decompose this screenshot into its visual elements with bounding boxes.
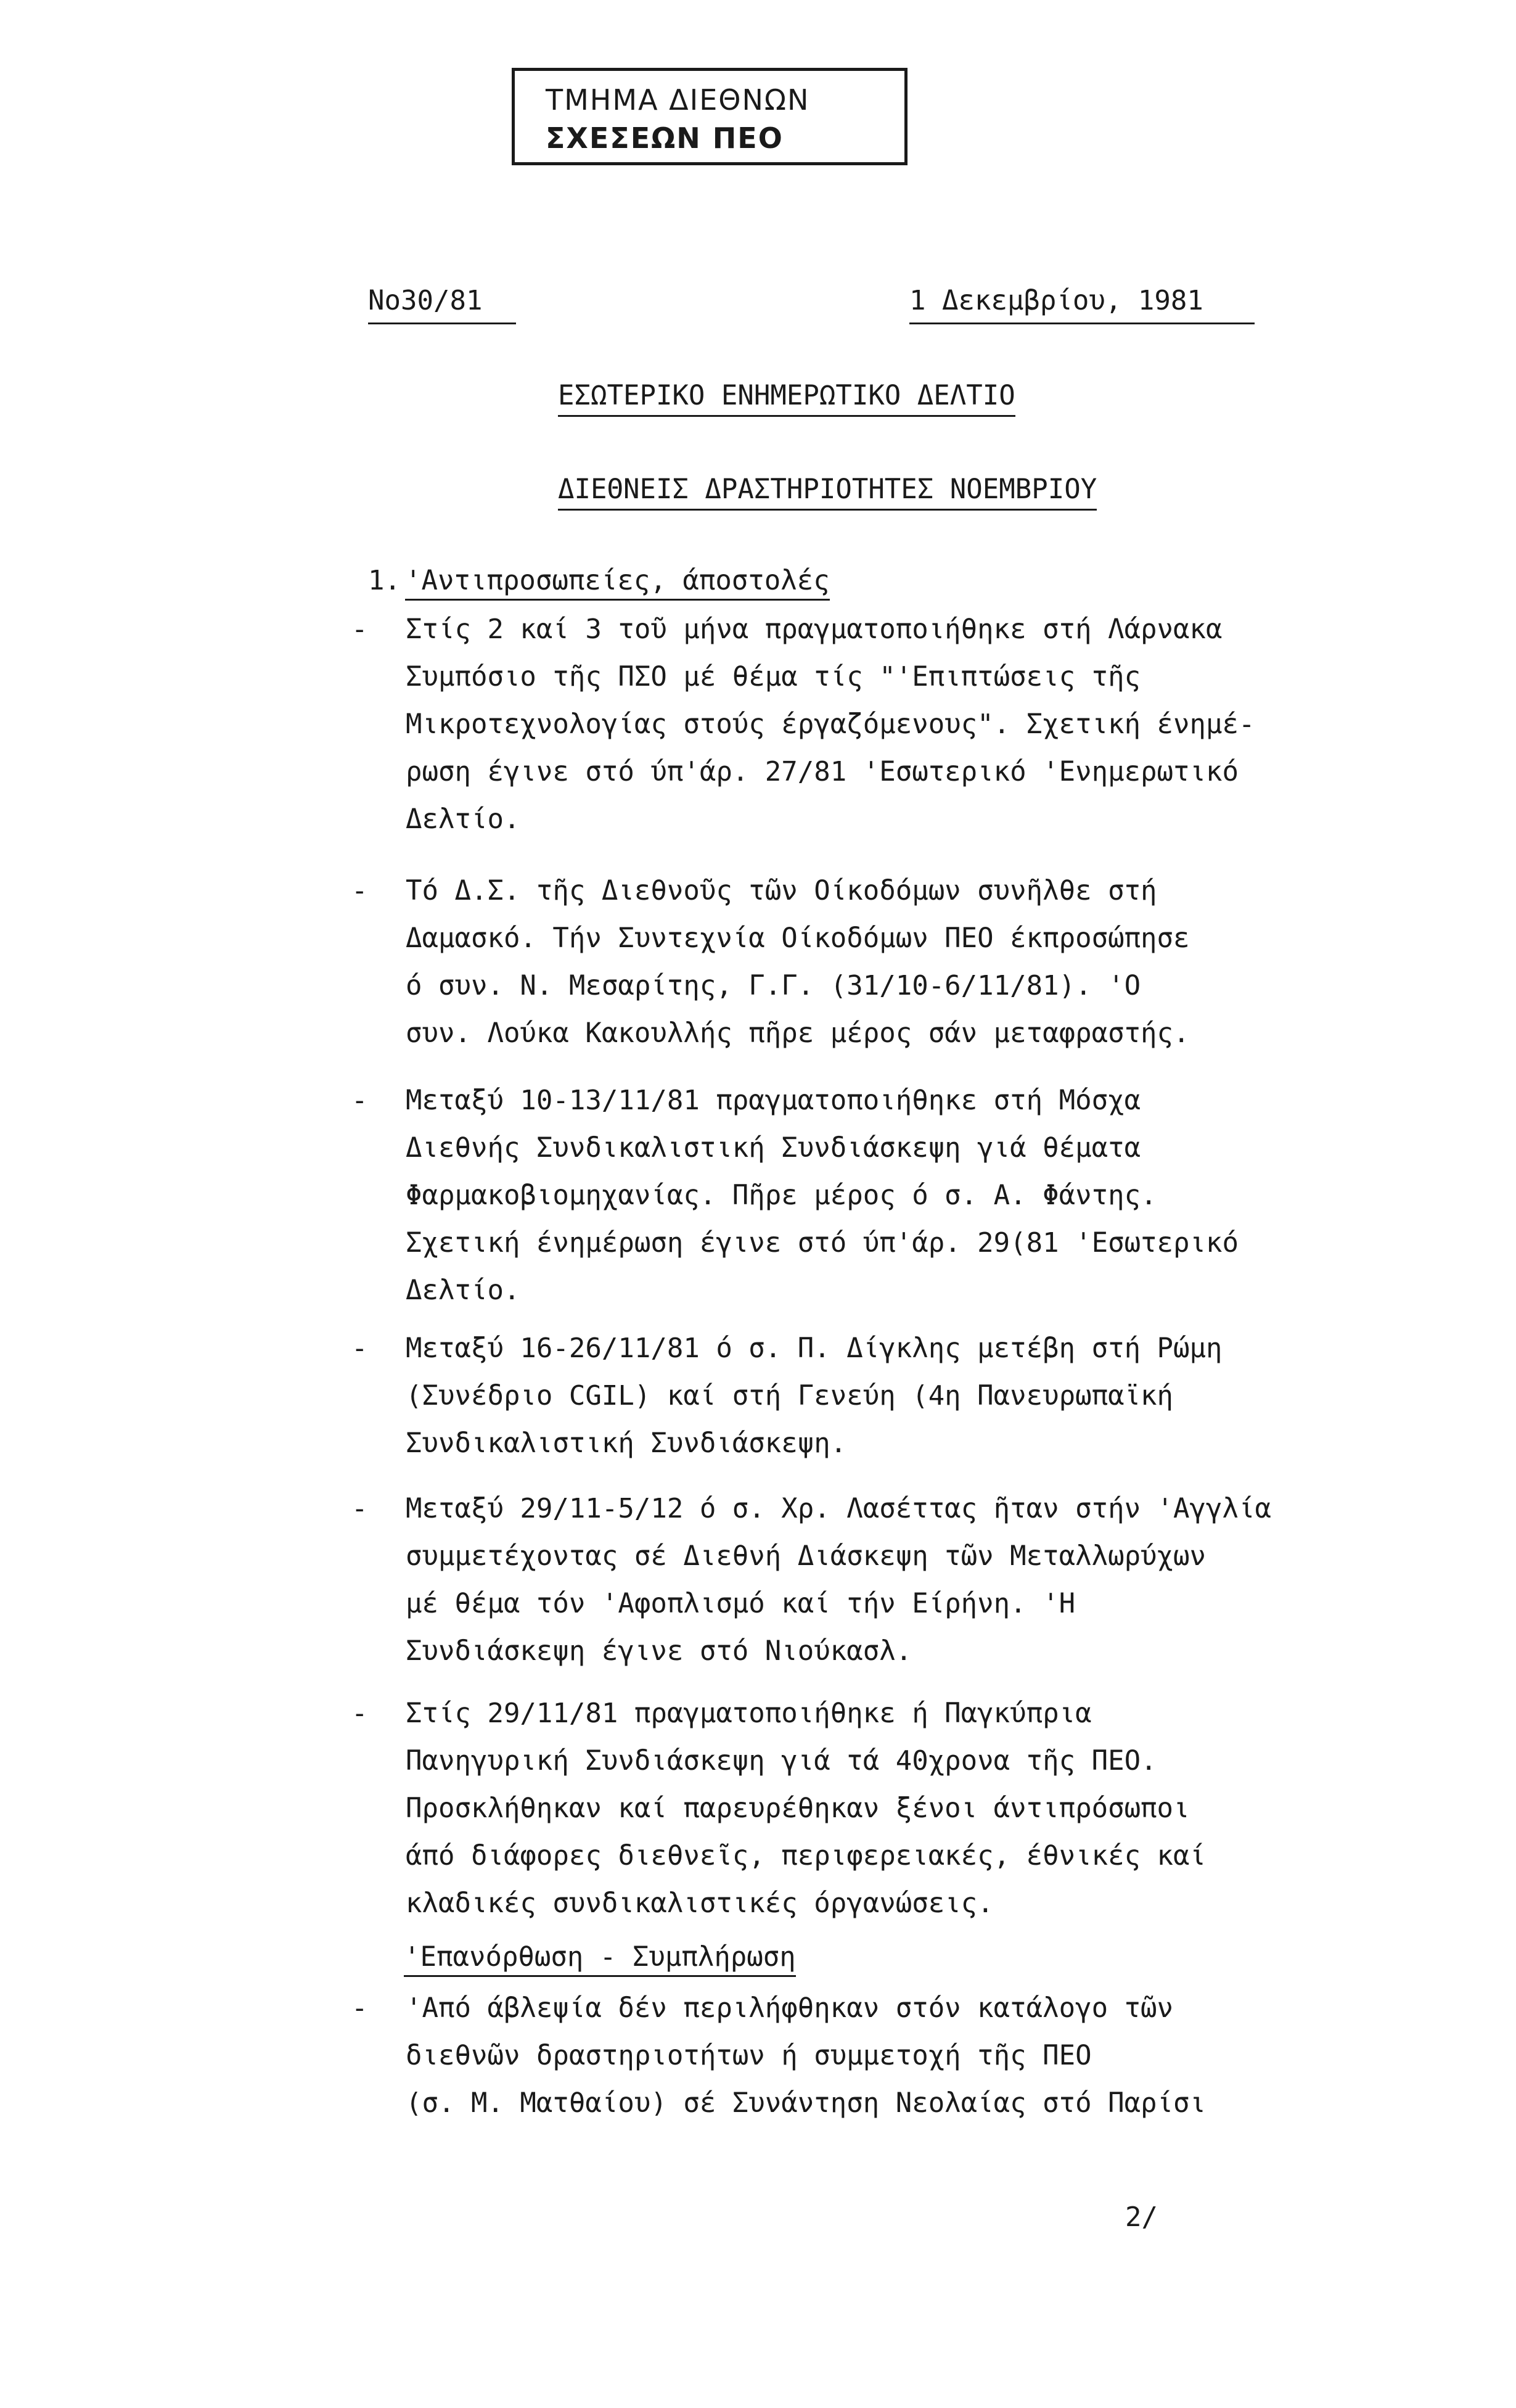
section-heading xyxy=(368,565,830,596)
department-stamp xyxy=(512,68,908,165)
list-item-text: Στίς 29/11/81 πραγματοποιήθηκε ή Παγκύπρια Πανηγυρική Συνδιάσκεψη γιά τά 40χρονα τῆς ΠΕΟ. Προσκλήθηκαν καί παρευρέθηκαν ξένοι άντιπρόσωποι άπό διάφορες διεθνεῖς, περιφερειακές, έθνικές καί κλαδικές συνδικαλιστικές όργανώσεις. xyxy=(406,1698,1207,1919)
list-item xyxy=(351,1984,1424,2127)
document-title: ΕΣΩΤΕΡΙΚΟ ΕΝΗΜΕΡΩΤΙΚΟ ΔΕΛΤΙΟ xyxy=(558,380,1015,417)
list-bullet: - xyxy=(351,1493,368,1524)
section-number: 1. xyxy=(368,565,401,596)
stamp-line-1: ΤΜΗΜΑ ΔΙΕΘΝΩΝ xyxy=(546,83,810,117)
list-bullet: - xyxy=(351,875,368,906)
list-item-text: Μεταξύ 16-26/11/81 ό σ. Π. Δίγκλης μετέβη στή Ρώμη (Συνέδριο CGIL) καί στή Γενεύη (4η Πανευρωπαϊκή Συνδικαλιστική Συνδιάσκεψη. xyxy=(406,1333,1223,1459)
list-item-text: Στίς 2 καί 3 τοῦ μήνα πραγματοποιήθηκε στή Λάρνακα Συμπόσιο τῆς ΠΣΟ μέ θέμα τίς "'Επιπτώσεις τῆς Μικροτεχνολογίας στούς έργαζόμενους". Σχετική ένημέ- ρωση έγινε στό ύπ'άρ. 27/81 'Εσωτερικό 'Ενημερωτικό Δελτίο. xyxy=(406,614,1255,835)
list-item xyxy=(351,1485,1424,1675)
page-number: 2/ xyxy=(1125,2201,1158,2233)
document-number: Νο30/81 xyxy=(368,285,516,324)
correction-heading: 'Επανόρθωση - Συμπλήρωση xyxy=(404,1941,796,1977)
list-bullet: - xyxy=(351,1333,368,1364)
list-item xyxy=(351,867,1424,1057)
list-item-text: 'Από άβλεψία δέν περιλήφθηκαν στόν κατάλογο τῶν διεθνῶν δραστηριοτήτων ή συμμετοχή τῆς ΠΕΟ (σ. Μ. Ματθαίου) σέ Συνάντηση Νεολαίας στό Παρίσι xyxy=(406,1992,1207,2119)
list-bullet: - xyxy=(351,1992,368,2024)
list-item-text: Μεταξύ 29/11-5/12 ό σ. Χρ. Λασέττας ῆταν στήν 'Αγγλία συμμετέχοντας σέ Διεθνή Διάσκεψη τῶν Μεταλλωρύχων μέ θέμα τόν 'Αφοπλισμό καί τήν Είρήνη. 'Η Συνδιάσκεψη έγινε στό Νιούκασλ. xyxy=(406,1493,1271,1667)
list-bullet: - xyxy=(351,614,368,645)
list-bullet: - xyxy=(351,1085,368,1116)
stamp-line-2: ΣΧΕΣΕΩΝ ΠΕΟ xyxy=(546,121,784,155)
list-item xyxy=(351,1325,1424,1467)
section-heading-text: 'Αντιπροσωπείες, άποστολές xyxy=(405,565,830,601)
document-subtitle: ΔΙΕΘΝΕΙΣ ΔΡΑΣΤΗΡΙΟΤΗΤΕΣ ΝΟΕΜΒΡΙΟΥ xyxy=(558,474,1097,511)
list-item xyxy=(351,1690,1424,1927)
list-item-text: Τό Δ.Σ. τῆς Διεθνοῦς τῶν Οίκοδόμων συνῆλθε στή Δαμασκό. Τήν Συντεχνία Οίκοδόμων ΠΕΟ έκπροσώπησε ό συν. Ν. Μεσαρίτης, Γ.Γ. (31/10-6/11/81). 'Ο συν. Λούκα Κακουλλής πῆρε μέρος σάν μεταφραστής. xyxy=(406,875,1190,1049)
list-item xyxy=(351,606,1424,843)
document-date: 1 Δεκεμβρίου, 1981 xyxy=(909,285,1255,324)
list-item-text: Μεταξύ 10-13/11/81 πραγματοποιήθηκε στή Μόσχα Διεθνής Συνδικαλιστική Συνδιάσκεψη γιά θέματα Φαρμακοβιομηχανίας. Πῆρε μέρος ό σ. Α. Φάντης. Σχετική ένημέρωση έγινε στό ύπ'άρ. 29(81 'Εσωτερικό Δελτίο. xyxy=(406,1085,1239,1306)
list-item xyxy=(351,1077,1424,1314)
list-bullet: - xyxy=(351,1698,368,1729)
